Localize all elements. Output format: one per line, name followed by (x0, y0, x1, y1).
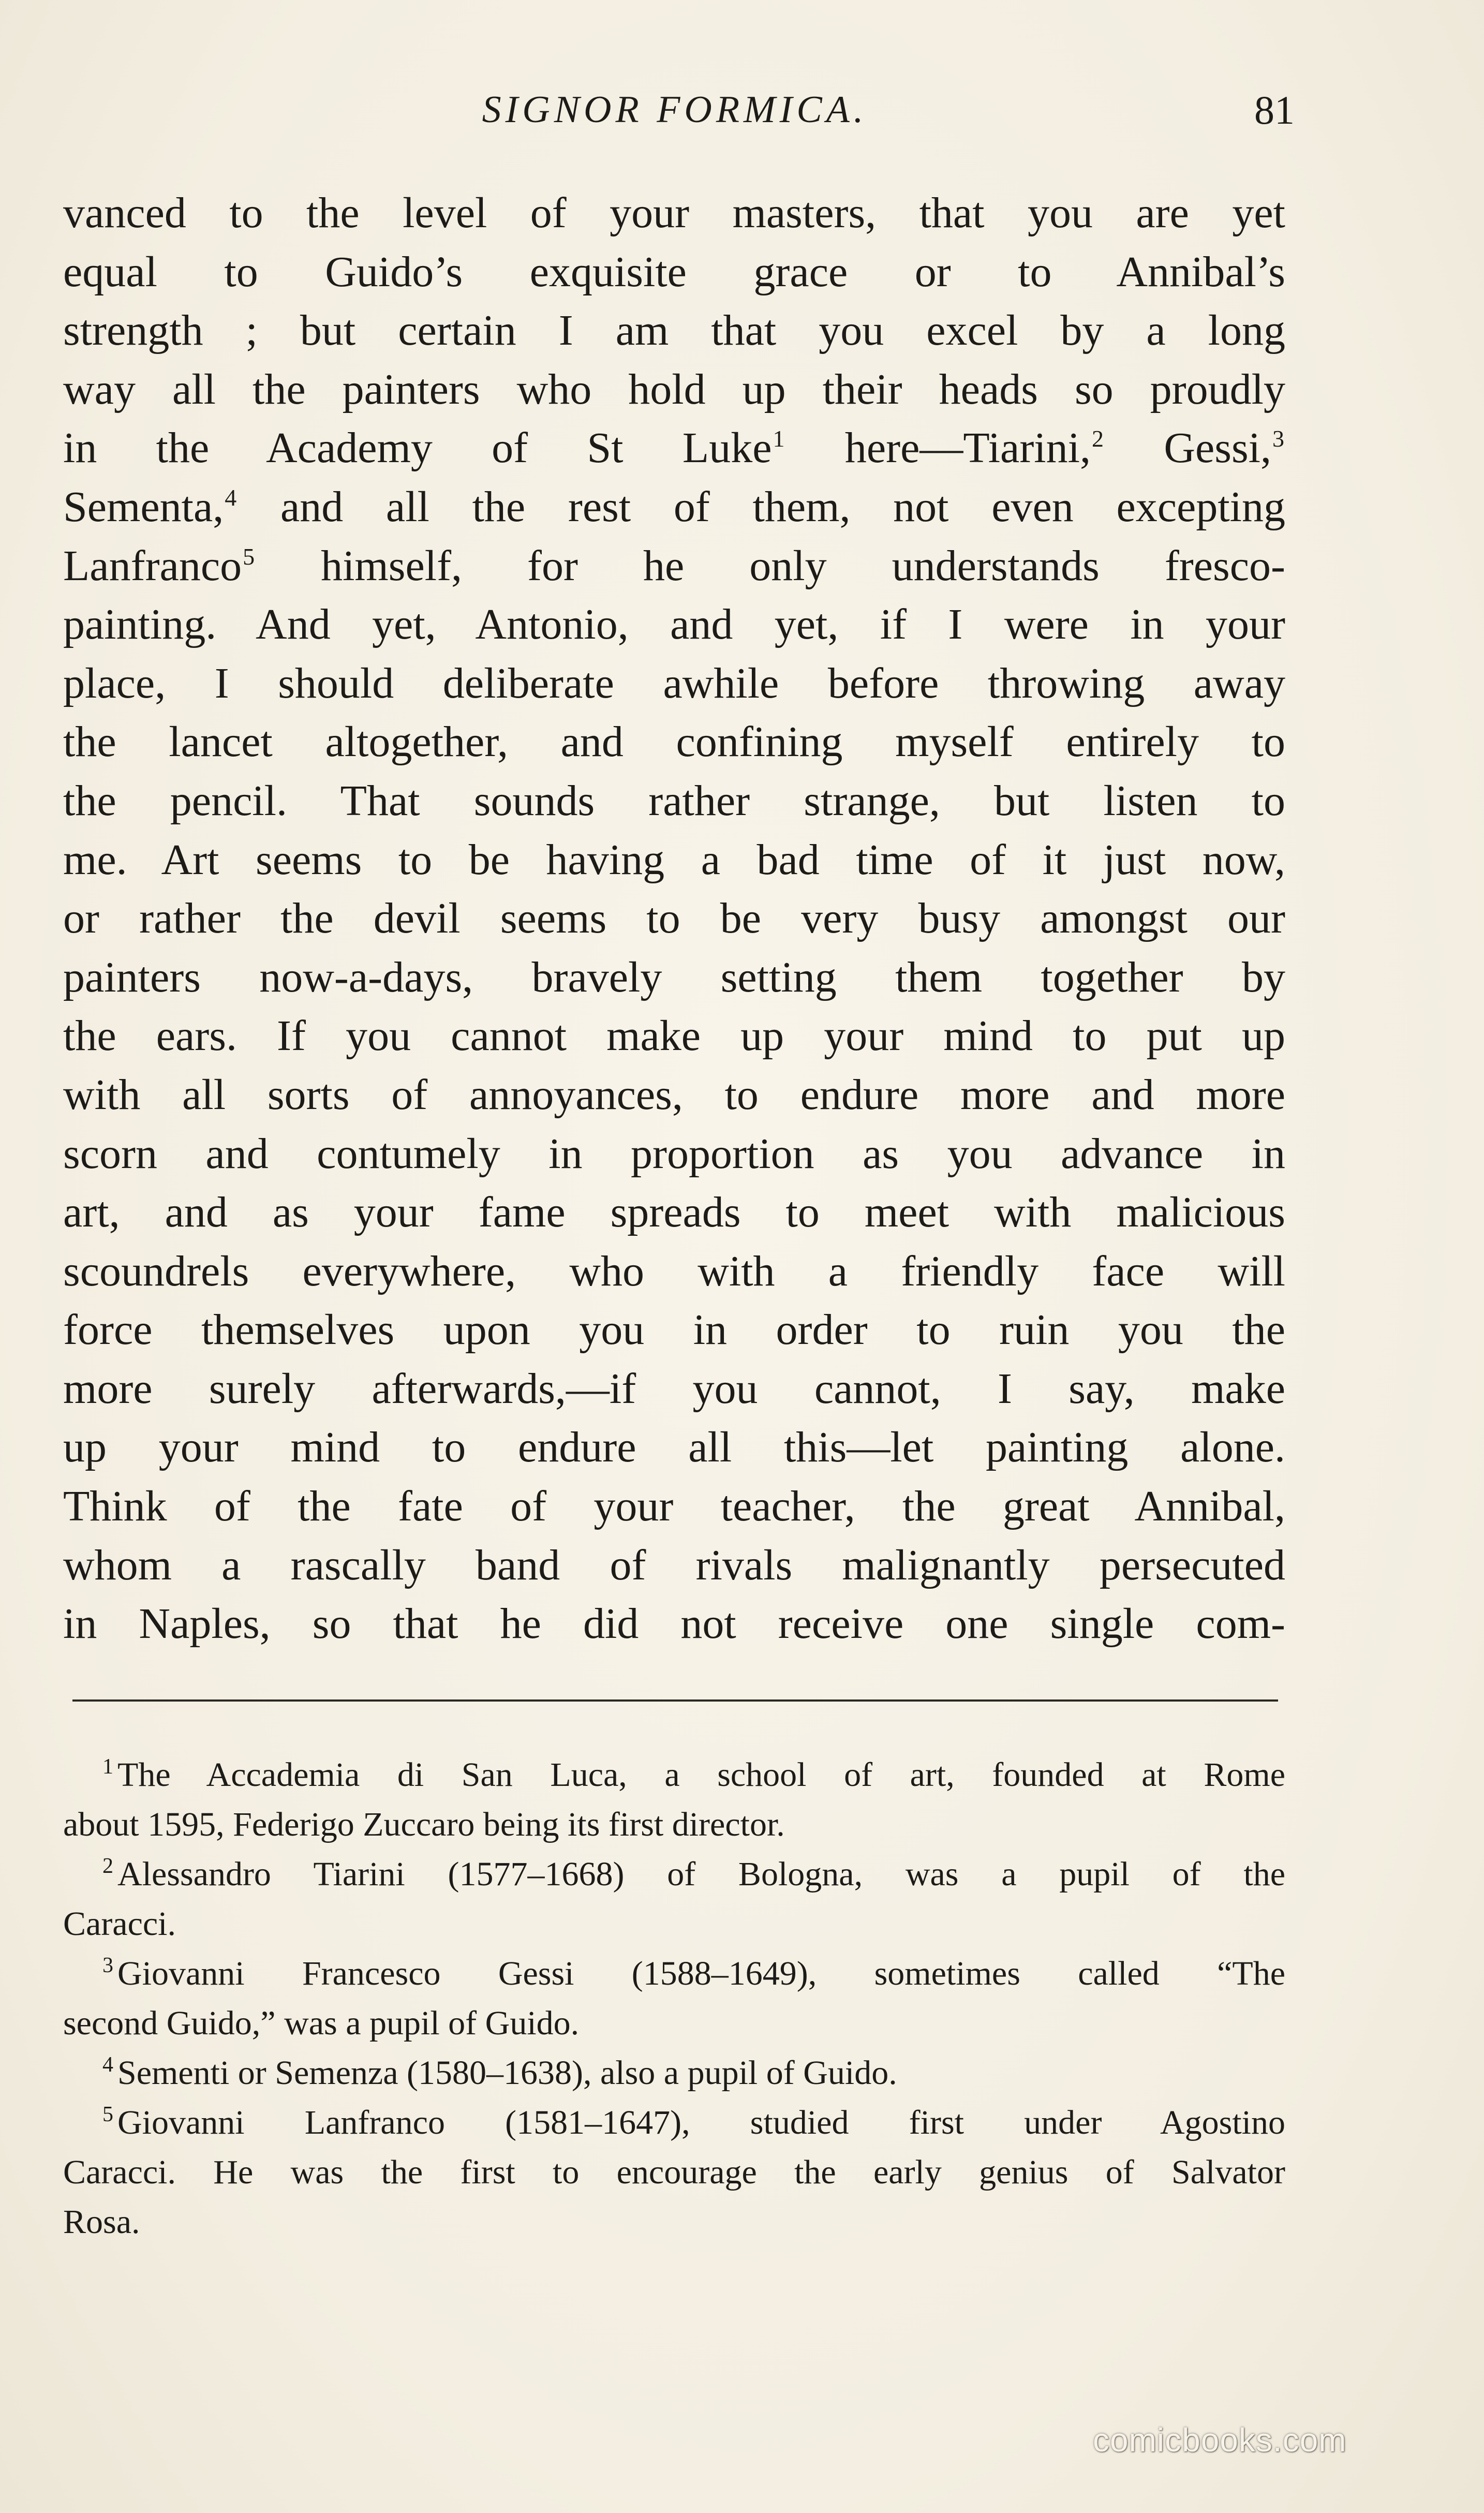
body-text-segment: Sementa, (63, 482, 224, 531)
body-text-segment: whom a rascally band of rivals malignantly persecuted (63, 1541, 1285, 1589)
body-line (63, 1300, 1285, 1359)
footnote-text: Alessandro Tiarini (1577–1668) of Bologna, was a pupil of the (117, 1855, 1285, 1893)
footnote-text: second Guido,” was a pupil of Guido. (63, 2004, 580, 2042)
body-text (63, 184, 1285, 1653)
footnote-line (63, 1800, 1285, 1850)
footnote-text: Caracci. He was the first to encourage the early genius of Salvator (63, 2153, 1285, 2191)
footnote-marker: 5 (102, 2103, 113, 2126)
body-line (63, 1359, 1285, 1418)
footnote-marker: 3 (102, 1954, 113, 1977)
body-text-segment: way all the painters who hold up their heads so proudly (63, 365, 1285, 413)
body-text-segment: place, I should deliberate awhile before throwing away (63, 659, 1285, 707)
footnote-text: Giovanni Francesco Gessi (1588–1649), sometimes called “The (117, 1955, 1285, 1992)
body-line (63, 1183, 1285, 1242)
body-line (63, 772, 1285, 831)
body-text-segment: in Naples, so that he did not receive one single com- (63, 1600, 1285, 1648)
body-text-segment: the lancet altogether, and confining myself entirely to (63, 718, 1285, 766)
body-text-segment: painting. And yet, Antonio, and yet, if I were in your (63, 600, 1285, 649)
body-text-segment: Lanfranco (63, 541, 242, 590)
body-line (63, 1536, 1285, 1595)
body-line (63, 831, 1285, 890)
footnote-marker: 2 (102, 1854, 113, 1878)
body-line (63, 537, 1285, 596)
body-text-segment: painters now-a-days, bravely setting them together by (63, 953, 1285, 1001)
footnote-rule (72, 1699, 1278, 1702)
footnote-line (63, 1949, 1285, 1999)
footnote (63, 1850, 1285, 1949)
footnote-line (63, 2048, 1285, 2098)
page-number: 81 (1254, 87, 1295, 132)
body-text-segment: and all the rest of them, not even excepting (238, 482, 1285, 531)
footnote-reference: 5 (243, 543, 255, 570)
body-text-segment: scorn and contumely in proportion as you advance in (63, 1129, 1285, 1178)
body-line (63, 360, 1285, 419)
body-text-segment: in the Academy of St Luke (63, 424, 772, 472)
body-line (63, 243, 1285, 302)
body-text-segment: with all sorts of annoyances, to endure more and more (63, 1070, 1285, 1119)
body-text-segment: more surely afterwards,—if you cannot, I say, make (63, 1364, 1285, 1413)
footnote (63, 1949, 1285, 2048)
body-line (63, 1594, 1285, 1653)
body-text-segment: scoundrels everywhere, who with a friendly face will (63, 1247, 1285, 1295)
footnote-reference: 3 (1272, 425, 1284, 452)
footnote-marker: 1 (102, 1755, 113, 1779)
footnote-line (63, 1750, 1285, 1800)
footnote (63, 1750, 1285, 1850)
footnote-text: Sementi or Semenza (1580–1638), also a pupil of Guido. (117, 2054, 897, 2092)
body-line (63, 889, 1285, 948)
body-text-segment: art, and as your fame spreads to meet with malicious (63, 1188, 1285, 1237)
footnote-text: Caracci. (63, 1905, 176, 1943)
footnotes (63, 1750, 1285, 2247)
footnote-line (63, 1999, 1285, 2048)
body-line (63, 1007, 1285, 1066)
body-text-segment: me. Art seems to be having a bad time of it just now, (63, 835, 1285, 884)
footnote (63, 2098, 1285, 2247)
body-line (63, 1477, 1285, 1536)
body-line (63, 1125, 1285, 1184)
footnote (63, 2048, 1285, 2098)
body-line (63, 419, 1285, 478)
body-line (63, 301, 1285, 360)
body-text-segment: strength ; but certain I am that you excel by a long (63, 306, 1285, 355)
body-text-segment: vanced to the level of your masters, that you are yet (63, 189, 1285, 237)
footnote-text: Rosa. (63, 2203, 140, 2241)
footnote-line (63, 1899, 1285, 1949)
footnote-marker: 4 (102, 2053, 113, 2077)
body-text-segment: up your mind to endure all this—let painting alone. (63, 1423, 1285, 1472)
footnote-text: Giovanni Lanfranco (1581–1647), studied first under Agostino (117, 2104, 1285, 2141)
body-text-segment: the ears. If you cannot make up your mind to put up (63, 1012, 1285, 1060)
watermark: comicbooks.com (1093, 2421, 1347, 2459)
body-line (63, 1066, 1285, 1125)
footnote-line (63, 2148, 1285, 2197)
running-title: SIGNOR FORMICA. (482, 88, 868, 131)
body-line (63, 184, 1285, 243)
body-text-segment: Gessi, (1105, 424, 1271, 472)
running-head (64, 83, 1295, 145)
footnote-reference: 2 (1092, 425, 1104, 452)
body-line (63, 595, 1285, 654)
body-line (63, 478, 1285, 537)
footnote-line (63, 1850, 1285, 1899)
footnote-reference: 1 (773, 425, 785, 452)
body-text-segment: or rather the devil seems to be very busy amongst our (63, 894, 1285, 943)
footnote-text: about 1595, Federigo Zuccaro being its first director. (63, 1806, 785, 1843)
body-text-segment: here—Tiarini, (785, 424, 1091, 472)
body-text-segment: Think of the fate of your teacher, the great Annibal, (63, 1482, 1285, 1531)
footnote-line (63, 2197, 1285, 2247)
body-text-segment: force themselves upon you in order to ruin you the (63, 1306, 1285, 1354)
body-line (63, 713, 1285, 772)
footnote-line (63, 2098, 1285, 2148)
body-text-segment: himself, for he only understands fresco- (256, 541, 1285, 590)
body-line (63, 1242, 1285, 1301)
body-line (63, 1418, 1285, 1477)
footnote-reference: 4 (225, 484, 237, 511)
body-text-segment: the pencil. That sounds rather strange, but listen to (63, 776, 1285, 825)
body-line (63, 948, 1285, 1007)
body-line (63, 654, 1285, 713)
body-text-segment: equal to Guido’s exquisite grace or to Annibal’s (63, 247, 1285, 296)
footnote-text: The Accademia di San Luca, a school of art, founded at Rome (117, 1756, 1285, 1794)
